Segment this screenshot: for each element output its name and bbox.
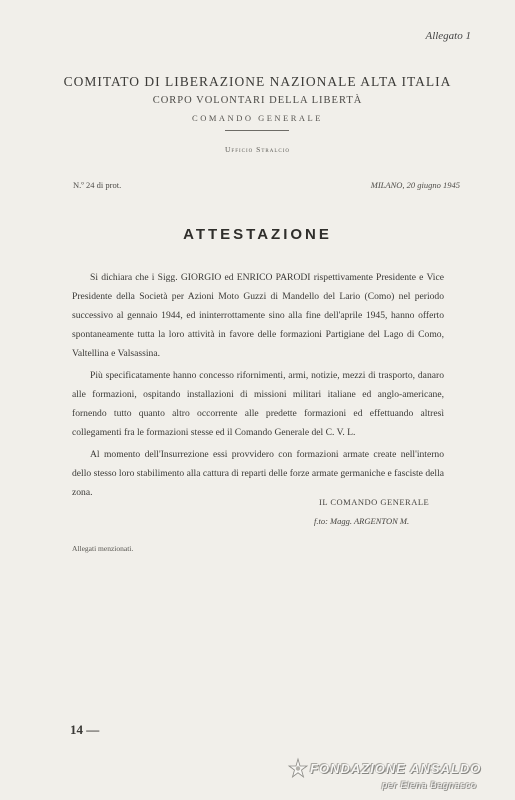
attachments-note: Allegati menzionati. [72,544,134,553]
signature-title: IL COMANDO GENERALE [319,497,430,507]
office-label: Ufficio Stralcio [225,145,290,154]
body-paragraph: Al momento dell'Insurrezione essi provvidero con formazioni armate create nell'interno dello stesso loro stabilimento alla cattura di reparti delle forze armate germaniche e fasciste della zona. [72,449,444,498]
document-body [72,268,444,505]
place-date: MILANO, 20 giugno 1945 [370,180,460,190]
watermark-logo [286,757,481,779]
corps-heading: CORPO VOLONTARI DELLA LIBERTÀ [152,95,363,106]
body-paragraph: Più specificatamente hanno concesso rifornimenti, armi, notizie, mezzi di trasporto, danaro alle formazioni, ospitando installazioni di missioni militari italiane ed anglo-americane, fornendo tutto quanto altro occorrente alle predette formazioni ed effettuando altresì collegamenti fra le formazioni stesse ed il Comando Generale del C. V. L. [72,370,444,438]
watermark-text: FONDAZIONE ANSALDO [310,760,482,776]
document-title: ATTESTAZIONE [183,226,332,243]
allegato-label: Allegato 1 [425,30,471,42]
ansaldo-star-icon [286,757,310,779]
watermark-credit: per Elena Bagnasco [382,780,477,791]
body-paragraph: Si dichiara che i Sigg. GIORGIO ed ENRICO PARODI rispettivamente Presidente e Vice Presidente della Società per Azioni Moto Guzzi di Mandello del Lario (Como) nel periodo successivo al gennaio 1944, ed ininterrottamente sino alla fine dell'aprile 1945, hanno offerto spontaneamente tutta la loro attività in favore delle formazioni Partigiane del Lago di Como, Valtellina e Valsassina. [72,272,444,359]
header-divider [225,130,289,131]
command-heading: COMANDO GENERALE [192,113,323,123]
protocol-number: N.º 24 di prot. [73,180,122,190]
page-number: 14 — [70,722,100,737]
organization-heading: COMITATO DI LIBERAZIONE NAZIONALE ALTA ITALIA [63,74,452,89]
signature-name: f.to: Magg. ARGENTON M. [314,516,410,526]
